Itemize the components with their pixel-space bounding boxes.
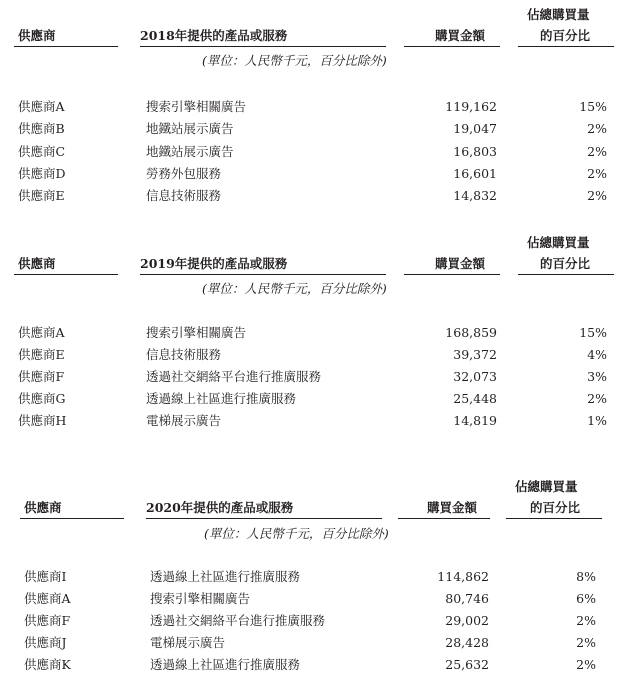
pct-cell: 2% [587, 121, 607, 136]
amount-cell: 14,819 [453, 413, 497, 428]
supplier-header: 供應商 [24, 500, 62, 515]
pct-cell: 2% [587, 144, 607, 159]
pct-cell: 2% [576, 635, 596, 650]
table-row [0, 633, 629, 653]
amount-header-rule [404, 46, 500, 47]
supplier-cell: 供應商F [24, 613, 71, 628]
service-cell: 透過線上社區進行推廣服務 [146, 391, 297, 406]
service-cell: 電梯展示廣告 [150, 635, 226, 650]
table-row [0, 186, 629, 206]
table-row [0, 367, 629, 387]
table-row [0, 119, 629, 139]
supplier-header-rule [14, 46, 118, 47]
service-cell: 透過線上社區進行推廣服務 [150, 569, 301, 584]
supplier-cell: 供應商D [18, 166, 66, 181]
pct-header-line2: 的百分比 [530, 500, 581, 515]
supplier-cell: 供應商E [18, 188, 65, 203]
table-row [0, 389, 629, 409]
amount-cell: 80,746 [445, 591, 489, 606]
table-row [0, 345, 629, 365]
supplier-cell: 供應商I [24, 569, 67, 584]
service-header: 2019年提供的產品或服務 [140, 256, 288, 271]
pct-header-rule [518, 274, 614, 275]
amount-cell: 39,372 [453, 347, 497, 362]
supplier-cell: 供應商A [18, 99, 65, 114]
supplier-cell: 供應商A [24, 591, 71, 606]
amount-cell: 16,803 [453, 144, 497, 159]
pct-cell: 15% [579, 325, 607, 340]
service-header-rule [140, 46, 386, 47]
supplier-cell: 供應商B [18, 121, 65, 136]
pct-cell: 3% [587, 369, 607, 384]
amount-cell: 25,448 [453, 391, 497, 406]
section-2019 [0, 228, 629, 438]
supplier-cell: 供應商F [18, 369, 65, 384]
table-row [0, 164, 629, 184]
pct-header-line1: 佔總購買量 [515, 479, 578, 494]
supplier-cell: 供應商K [24, 657, 71, 672]
table-row [0, 323, 629, 343]
pct-header-line2: 的百分比 [540, 256, 591, 271]
pct-cell: 6% [576, 591, 596, 606]
amount-cell: 25,632 [445, 657, 489, 672]
pct-cell: 2% [576, 657, 596, 672]
table-row [0, 567, 629, 587]
amount-cell: 29,002 [445, 613, 489, 628]
table-row [0, 97, 629, 117]
pct-cell: 8% [576, 569, 596, 584]
amount-cell: 14,832 [453, 188, 497, 203]
amount-cell: 19,047 [453, 121, 497, 136]
service-cell: 搜索引擎相關廣告 [146, 325, 247, 340]
section-2020 [0, 472, 629, 677]
supplier-header-rule [20, 518, 124, 519]
unit-note: (單位：人民幣千元，百分比除外) [204, 526, 389, 541]
amount-header: 購買金額 [435, 28, 486, 43]
amount-header-rule [404, 274, 500, 275]
pct-cell: 2% [576, 613, 596, 628]
table-row [0, 655, 629, 675]
service-header-rule [140, 274, 386, 275]
table-row [0, 611, 629, 631]
amount-cell: 114,862 [437, 569, 489, 584]
supplier-header: 供應商 [18, 256, 56, 271]
amount-cell: 28,428 [445, 635, 489, 650]
supplier-header-rule [14, 274, 118, 275]
service-header-rule [146, 518, 382, 519]
service-cell: 透過社交網絡平台進行推廣服務 [150, 613, 326, 628]
supplier-cell: 供應商A [18, 325, 65, 340]
unit-note: (單位：人民幣千元，百分比除外) [202, 281, 387, 296]
amount-cell: 32,073 [453, 369, 497, 384]
table-row [0, 142, 629, 162]
service-cell: 地鐵站展示廣告 [146, 144, 234, 159]
pct-header-rule [506, 518, 602, 519]
service-header: 2018年提供的產品或服務 [140, 28, 288, 43]
pct-cell: 2% [587, 188, 607, 203]
pct-header-line2: 的百分比 [540, 28, 591, 43]
service-cell: 搜索引擎相關廣告 [146, 99, 247, 114]
pct-header-line1: 佔總購買量 [527, 7, 590, 22]
pct-cell: 4% [587, 347, 607, 362]
amount-header-rule [398, 518, 490, 519]
pct-cell: 1% [587, 413, 607, 428]
pct-cell: 2% [587, 391, 607, 406]
service-cell: 地鐵站展示廣告 [146, 121, 234, 136]
unit-note: (單位：人民幣千元，百分比除外) [202, 53, 387, 68]
supplier-cell: 供應商C [18, 144, 66, 159]
service-cell: 信息技術服務 [146, 188, 222, 203]
pct-cell: 2% [587, 166, 607, 181]
service-cell: 電梯展示廣告 [146, 413, 222, 428]
supplier-cell: 供應商G [18, 391, 66, 406]
table-row [0, 411, 629, 431]
service-cell: 勞務外包服務 [146, 166, 222, 181]
service-cell: 搜索引擎相關廣告 [150, 591, 251, 606]
service-cell: 透過線上社區進行推廣服務 [150, 657, 301, 672]
amount-cell: 168,859 [445, 325, 497, 340]
amount-cell: 16,601 [453, 166, 497, 181]
pct-cell: 15% [579, 99, 607, 114]
supplier-cell: 供應商H [18, 413, 67, 428]
section-2018 [0, 0, 629, 210]
pct-header-line1: 佔總購買量 [527, 235, 590, 250]
service-header: 2020年提供的產品或服務 [146, 500, 294, 515]
amount-header: 購買金額 [435, 256, 486, 271]
supplier-cell: 供應商E [18, 347, 65, 362]
supplier-cell: 供應商J [24, 635, 67, 650]
pct-header-rule [518, 46, 614, 47]
amount-cell: 119,162 [445, 99, 497, 114]
service-cell: 信息技術服務 [146, 347, 222, 362]
supplier-header: 供應商 [18, 28, 56, 43]
amount-header: 購買金額 [427, 500, 478, 515]
table-row [0, 589, 629, 609]
service-cell: 透過社交網絡平台進行推廣服務 [146, 369, 322, 384]
